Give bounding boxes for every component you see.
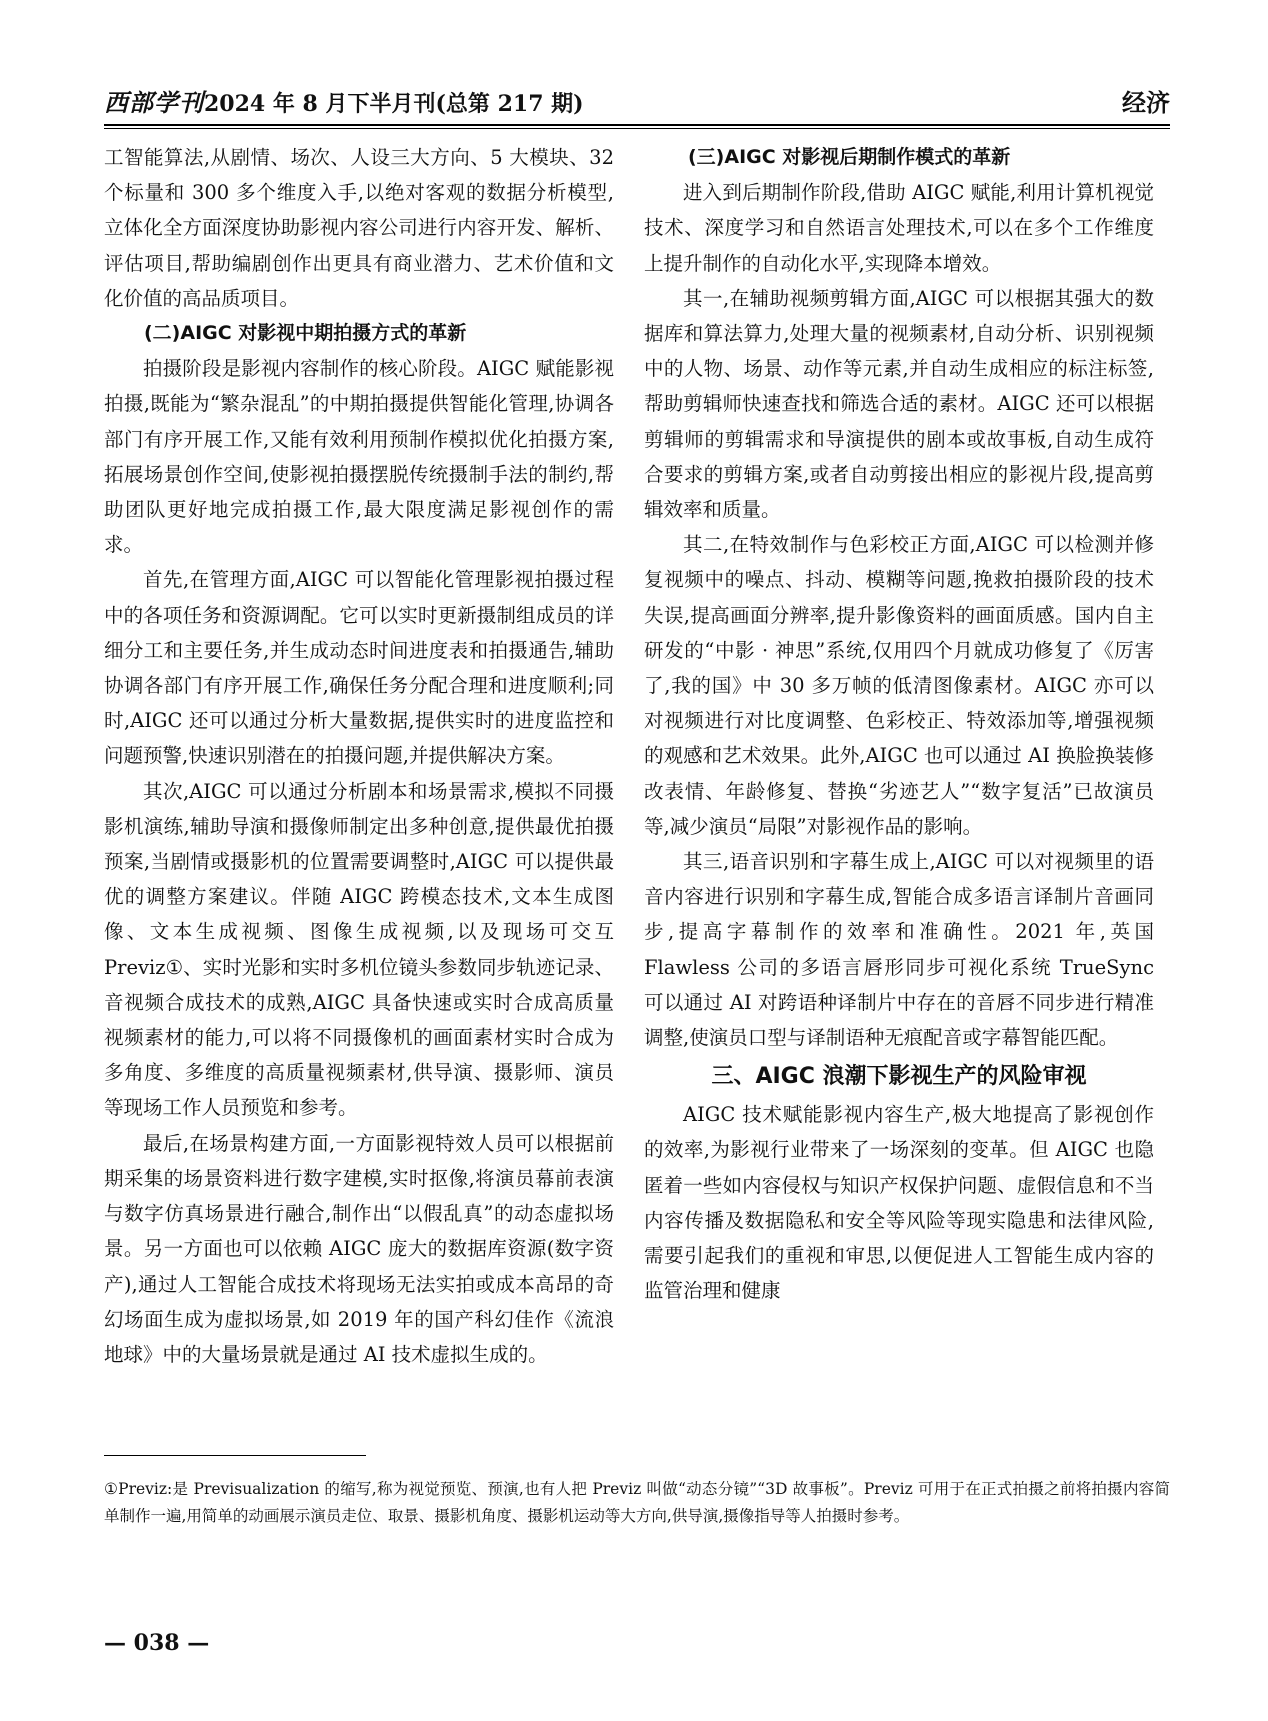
footnote: ①Previz:是 Previsualization 的缩写,称为视觉预览、预演,也有人把 Previz 叫做“动态分镜”“3D 故事板”。Previz 可用于在正式拍摄之前将拍摄内容简单制作一遍,用简单的动画展示演员走位、取景、摄影机角度、摄影机运动等大方向,供导演,摄像指导等人拍摄时参考。 — [104, 1480, 1170, 1525]
paragraph: 最后,在场景构建方面,一方面影视特效人员可以根据前期采集的场景资料进行数字建模,实时抠像,将演员幕前表演与数字仿真场景进行融合,制作出“以假乱真”的动态虚拟场景。另一方面也可以依赖 AIGC 庞大的数据库资源(数字资产),通过人工智能合成技术将现场无法实拍或成本高昂的奇幻场面生成为虚拟场景,如 2019 年的国产科幻佳作《流浪地球》中的大量场景就是通过 AI 技术虚拟生成的。 — [104, 1131, 614, 1366]
paragraph: 工智能算法,从剧情、场次、人设三大方向、5 大模块、32 个标量和 300 多个维度入手,以绝对客观的数据分析模型,立体化全方面深度协助影视内容公司进行内容开发、解析、评估项目,帮助编剧创作出更具有商业潜力、艺术价值和文化价值的高品质项目。 — [104, 146, 614, 310]
journal-logo: 西部学刊 — [104, 88, 204, 117]
right-column — [644, 140, 1154, 1309]
paragraph: 其三,语音识别和字幕生成上,AIGC 可以对视频里的语音内容进行识别和字幕生成,智能合成多语言译制片音画同步,提高字幕制作的效率和准确性。2021 年,英国 Flawless 公司的多语言唇形同步可视化系统 TrueSync 可以通过 AI 对跨语种译制片中存在的音唇不同步进行精准调整,使演员口型与译制语种无痕配音或字幕智能匹配。 — [644, 850, 1154, 1050]
page-number: — 038 — — [104, 1630, 210, 1656]
paragraph: 拍摄阶段是影视内容制作的核心阶段。AIGC 赋能影视拍摄,既能为“繁杂混乱”的中期拍摄提供智能化管理,协调各部门有序开展工作,又能有效利用预制作模拟优化拍摄方案,拓展场景创作空间,使影视拍摄摆脱传统摄制手法的制约,帮助团队更好地完成拍摄工作,最大限度满足影视创作的需求。 — [104, 357, 614, 557]
journal-title — [104, 86, 584, 121]
section-heading: 三、AIGC 浪潮下影视生产的风险审视 — [711, 1064, 1087, 1090]
section-label: 经济 — [1122, 89, 1170, 117]
header-rule-thin — [104, 128, 1170, 129]
subsection-heading: (三)AIGC 对影视后期制作模式的革新 — [688, 146, 1011, 168]
page-header — [104, 86, 1170, 120]
subsection-heading: (二)AIGC 对影视中期拍摄方式的革新 — [144, 322, 467, 345]
paragraph: 其二,在特效制作与色彩校正方面,AIGC 可以检测并修复视频中的噪点、抖动、模糊等问题,挽救拍摄阶段的技术失误,提高画面分辨率,提升影像资料的画面质感。国内自主研发的“中影 · 神思”系统,仅用四个月就成功修复了《厉害了,我的国》中 30 多万帧的低清图像素材。AIGC 亦可以对视频进行对比度调整、色彩校正、特效添加等,增强视频的观感和艺术效果。此外,AIGC 也可以通过 AI 换脸换装修改表情、年龄修复、替换“劣迹艺人”“数字复活”已故演员等,减少演员“局限”对影视作品的影响。 — [644, 533, 1154, 838]
header-rule — [104, 124, 1170, 126]
paragraph: 其次,AIGC 可以通过分析剧本和场景需求,模拟不同摄影机演练,辅助导演和摄像师制定出多种创意,提供最优拍摄预案,当剧情或摄影机的位置需要调整时,AIGC 可以提供最优的调整方案建议。伴随 AIGC 跨模态技术,文本生成图像、文本生成视频、图像生成视频,以及现场可交互 Previz①、实时光影和实时多机位镜头参数同步轨迹记录、音视频合成技术的成熟,AIGC 具备快速或实时合成高质量视频素材的能力,可以将不同摄像机的画面素材实时合成为多角度、多维度的高质量视频素材,供导演、摄影师、演员等现场工作人员预览和参考。 — [104, 779, 614, 1120]
left-column — [104, 140, 614, 1372]
paragraph: AIGC 技术赋能影视内容生产,极大地提高了影视创作的效率,为影视行业带来了一场深刻的变革。但 AIGC 也隐匿着一些如内容侵权与知识产权保护问题、虚假信息和不当内容传播及数据隐私和安全等风险等现实隐患和法律风险,需要引起我们的重视和审思,以便促进人工智能生成内容的监管治理和健康 — [644, 1103, 1154, 1303]
paragraph: 进入到后期制作阶段,借助 AIGC 赋能,利用计算机视觉技术、深度学习和自然语言处理技术,可以在多个工作维度上提升制作的自动化水平,实现降本增效。 — [644, 181, 1154, 275]
footnote-rule — [104, 1455, 366, 1456]
paragraph: 其一,在辅助视频剪辑方面,AIGC 可以根据其强大的数据库和算法算力,处理大量的视频素材,自动分析、识别视频中的人物、场景、动作等元素,并自动生成相应的标注标签,帮助剪辑师快速查找和筛选合适的素材。AIGC 还可以根据剪辑师的剪辑需求和导演提供的剧本或故事板,自动生成符合要求的剪辑方案,或者自动剪接出相应的影视片段,提高剪辑效率和质量。 — [644, 286, 1154, 522]
paragraph: 首先,在管理方面,AIGC 可以智能化管理影视拍摄过程中的各项任务和资源调配。它可以实时更新摄制组成员的详细分工和主要任务,并生成动态时间进度表和拍摄通告,辅助协调各部门有序开展工作,确保任务分配合理和进度顺利;同时,AIGC 还可以通过分析大量数据,提供实时的进度监控和问题预警,快速识别潜在的拍摄问题,并提供解决方案。 — [104, 568, 614, 768]
issue-info: 2024 年 8 月下半月刊(总第 217 期) — [204, 91, 584, 117]
